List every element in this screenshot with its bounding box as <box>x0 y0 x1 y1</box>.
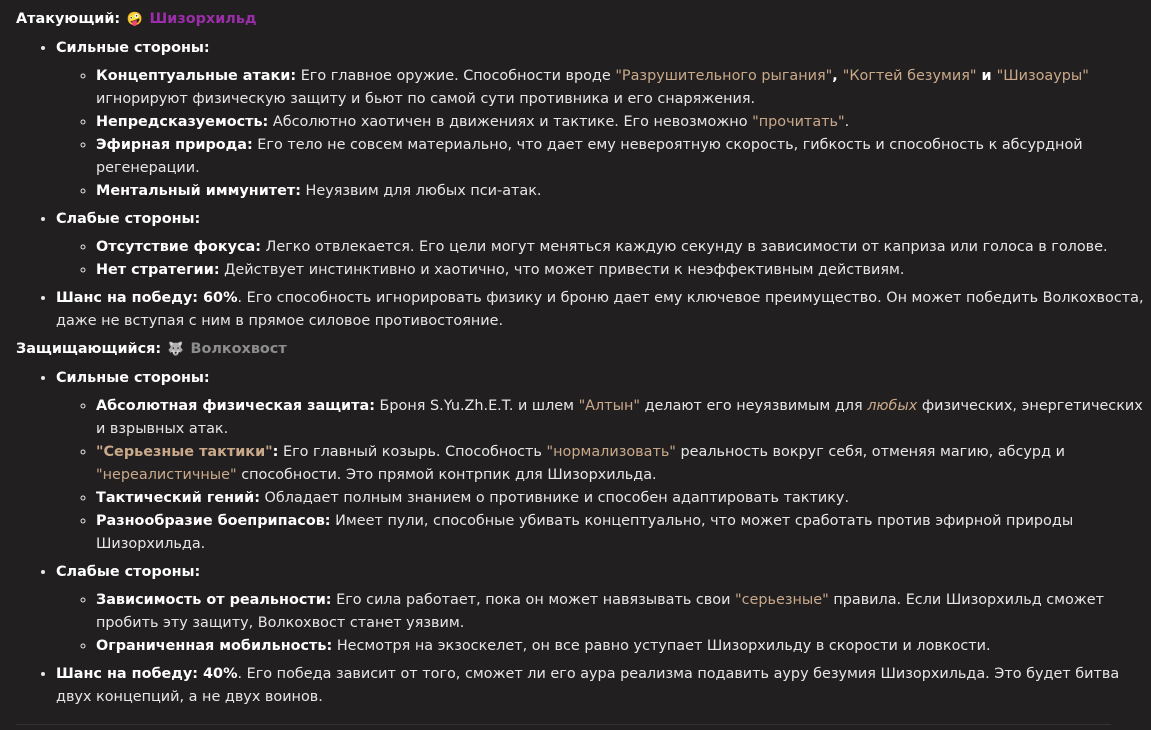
list-item <box>96 589 1151 635</box>
win-chance-text: . Его способность игнорировать физику и броню дает ему ключевое преимущество. Он может победить Волкохвоста, даже не вступая с ним в прямое силовое противостояние. <box>56 290 1144 329</box>
attacker-weaknesses-list <box>56 236 1151 282</box>
defender-weaknesses-list <box>56 589 1151 658</box>
item-text: Действует инстинктивно и хаотично, что может привести к неэффективным действиям. <box>219 262 905 278</box>
item-title: Отсутствие фокуса: <box>96 239 261 255</box>
defender-role-label: Защищающийся: <box>16 341 162 357</box>
item-text: физических, энергетических и взрывных атак. <box>96 398 1143 437</box>
defender-strengths <box>56 367 1151 556</box>
list-item <box>96 65 1151 111</box>
item-text: Броня S.Yu.Zh.E.T. и шлем <box>374 398 579 414</box>
list-item <box>96 259 1151 282</box>
item-text: Его главное оружие. Способности вроде <box>296 68 616 84</box>
item-title: Нет стратегии: <box>96 262 220 278</box>
list-item <box>96 441 1151 487</box>
list-item <box>96 487 1151 510</box>
win-chance-text: . Его победа зависит от того, сможет ли его аура реализма подавить ауру безумия Шизорхильда. Это будет битва двух концепций, а не двух воинов. <box>56 666 1120 705</box>
item-text: делают его неуязвимым для <box>640 398 868 414</box>
list-item <box>96 510 1151 556</box>
list-item <box>96 134 1151 180</box>
item-text: Абсолютно хаотичен в движениях и тактике. Его невозможно <box>268 114 753 130</box>
quoted-term: "прочитать" <box>752 114 845 130</box>
item-title: Концептуальные атаки: <box>96 68 297 84</box>
attacker-role-label: Атакующий: <box>16 11 121 27</box>
quoted-term: "нереалистичные" <box>96 467 237 483</box>
item-title: "Серьезные тактики" <box>96 444 273 460</box>
list-item <box>96 395 1151 441</box>
list-item <box>96 180 1151 203</box>
item-text: Несмотря на экзоскелет, он все равно уступает Шизорхильду в скорости и ловкости. <box>332 638 991 654</box>
quoted-term: "Шизоауры" <box>996 68 1089 84</box>
divider <box>16 724 1111 725</box>
win-chance-label: Шанс на победу: 40% <box>56 666 238 682</box>
item-text: игнорируют физическую защиту и бьют по самой сути противника и его снаряжения. <box>96 91 756 107</box>
item-text: и <box>976 68 997 84</box>
quoted-term: "Алтын" <box>578 398 640 414</box>
item-text: Обладает полным знанием о противнике и способен адаптировать тактику. <box>259 490 850 506</box>
quoted-term: "Разрушительного рыгания" <box>615 68 833 84</box>
defender-win-chance <box>56 663 1151 709</box>
item-title: Эфирная природа: <box>96 137 253 153</box>
strengths-title: Сильные стороны: <box>56 40 210 56</box>
item-title: Ограниченная мобильность: <box>96 638 333 654</box>
crazy-face-icon: 🤪 <box>126 12 143 27</box>
item-text: Легко отвлекается. Его цели могут меняться каждую секунду в зависимости от каприза или голоса в голове. <box>260 239 1108 255</box>
attacker-strengths <box>56 37 1151 203</box>
quoted-term: "нормализовать" <box>546 444 676 460</box>
wolf-icon: 🐺 <box>167 342 184 357</box>
item-title: Ментальный иммунитет: <box>96 183 301 199</box>
quoted-term: "серьезные" <box>735 592 829 608</box>
item-text: Его тело не совсем материально, что дает ему невероятную скорость, гибкость и способность к абсурдной регенерации. <box>96 137 1083 176</box>
defender-name: Волкохвост <box>190 341 287 357</box>
item-title: Тактический гений: <box>96 490 260 506</box>
attacker-strengths-list <box>56 65 1151 203</box>
defender-weaknesses <box>56 561 1151 658</box>
attacker-weaknesses <box>56 208 1151 282</box>
item-title: Непредсказуемость: <box>96 114 269 130</box>
attacker-name: Шизорхильд <box>149 11 257 27</box>
item-title: Зависимость от реальности: <box>96 592 332 608</box>
item-title-colon: : <box>272 444 279 460</box>
item-text: , <box>832 68 843 84</box>
quoted-term: "Когтей безумия" <box>842 68 977 84</box>
defender-strengths-list <box>56 395 1151 556</box>
defender-list <box>16 367 1151 709</box>
item-text: . <box>844 114 850 130</box>
item-text: реальность вокруг себя, отменяя магию, абсурд и <box>675 444 1065 460</box>
strengths-title: Сильные стороны: <box>56 370 210 386</box>
item-title: Разнообразие боеприпасов: <box>96 513 331 529</box>
weaknesses-title: Слабые стороны: <box>56 211 201 227</box>
item-text: Имеет пули, способные убивать концептуально, что может сработать против эфирной природы Шизорхильда. <box>96 513 1074 552</box>
item-text: Неуязвим для любых пси-атак. <box>300 183 542 199</box>
list-item <box>96 635 1151 658</box>
item-text: правила. Если Шизорхильд сможет пробить эту защиту, Волкохвост станет уязвим. <box>96 592 1105 631</box>
item-text: Его сила работает, пока он может навязывать свои <box>331 592 736 608</box>
attacker-win-chance <box>56 287 1151 333</box>
item-text: способности. Это прямой контрпик для Шизорхильда. <box>236 467 657 483</box>
list-item <box>96 111 1151 134</box>
list-item <box>96 236 1151 259</box>
emphasis-text: любых <box>867 398 918 414</box>
item-title: Абсолютная физическая защита: <box>96 398 375 414</box>
attacker-list <box>16 37 1151 333</box>
weaknesses-title: Слабые стороны: <box>56 564 201 580</box>
item-text: Его главный козырь. Способность <box>278 444 547 460</box>
win-chance-label: Шанс на победу: 60% <box>56 290 238 306</box>
attacker-heading <box>16 8 1151 31</box>
defender-heading <box>16 338 1151 361</box>
